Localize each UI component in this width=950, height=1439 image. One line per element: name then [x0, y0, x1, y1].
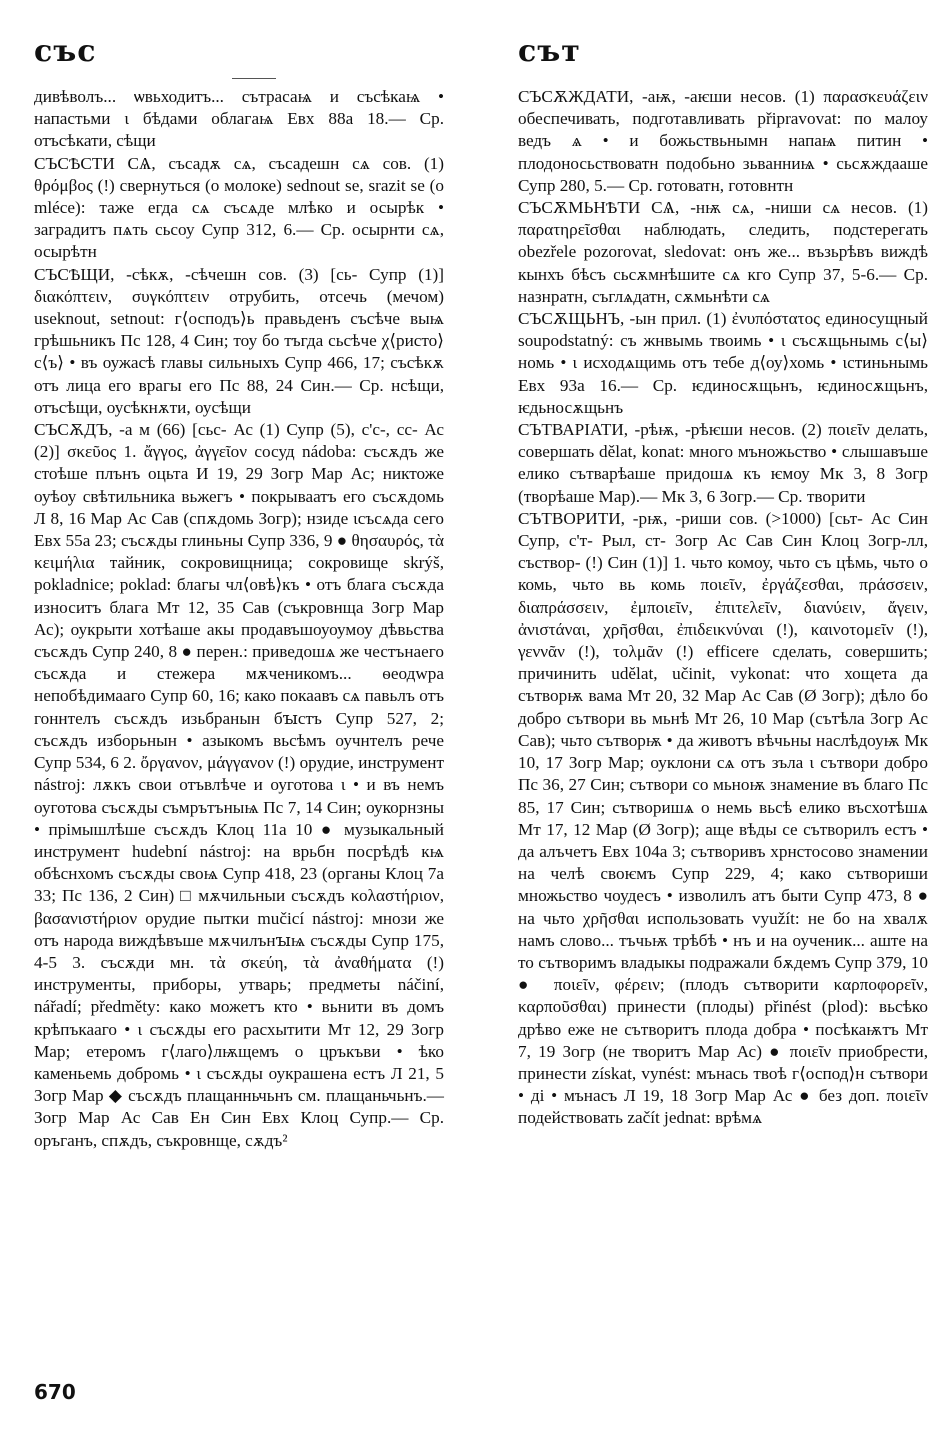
running-head-right: сът: [518, 34, 581, 69]
right-column: [518, 86, 928, 1130]
entry-sasazhdati: СЪСѪЖДАТИ, -аѭ, -аѥши несов. (1) παρασκευάζειν обеспечивать, подготавливать připravovat: по малоу ведъ ѧ • и божьствьнымн напаѩ питин • плодоносьствоватн подобьно зьванниѩ • сьсѫждааше Супр 280, 5.— Ср. готоватн, готовнтн: [518, 87, 928, 195]
page-number: 670: [34, 1380, 76, 1404]
entry-sasesti-sja: СЪСѢСТИ СѦ, съсадѫ сѧ, съсадешн сѧ сов. (1) θρόμβος (!) свернуться (о молоке) sednout se, srazit se (o mléce): таже егда сѧ съсѧде млѣко и осырѣк • заградитъ пѧть сьсоу Супр 312, 6.— Ср. осырнти сѧ, осырѣтн: [34, 153, 444, 262]
entry-satvoriti: СЪТВОРИТИ, -рѭ, -риши сов. (>1000) [сьт- Ас Син Супр, с'т- Рыл, ст- Зогр Ас Сав Син Клоц Зогр-лл, съствор- (!) Син (1)] 1. чьто комоу, чьто съ цѣмь, чьто о комь, чьто вь комь ποιεῖν, ἐργάζεσθαι, πράσσειν, διαπράσσειν, ἐμποιεῖν, ἐπιτελεῖν, διανύειν, ἄγειν, ἀνιστάναι, χρῆσθαι, ἐπιδεικνύναι (!), καινοτομεῖν (!), γεννᾶν (!), τολμᾶν (!) efficere сделать, совершить; причинить udělat, učinit, vykonat: что хощета да сътворѭ вама Мт 20, 32 Мар Ас Сав (Ø Зогр); дѣло бо добро сътвори вь мьнѣ Мт 26, 10 Мар (сътѣла Зогр Ас Сав); чьто сътворѭ • да животъ вѣчьны наслѣдоуѭ Мк 10, 17 Зогр Мар; оуклони сѧ отъ зъла ι сътвори добро Пс 36, 27 Син; сътвори со мьноѭ знамение въ благо Пс 85, 17 Син; сътворишѧ о немь вьсѣ елико въсхотѣшѧ Мт 17, 12 Мар (Ø Зогр); аще вѣды се сътворилъ естъ • да алъчетъ Евх 104а 3; сътворивъ хрнстосово знамении на челѣ своѥмъ Супр 229, 4; како сътвориши множьство чоудесъ • изволилъ атъ быти Супр 473, 8 ● на чьто χρῆσθαι использовать využít: не бо на хвалѫ намъ слово... тъчьѭ трѣбѣ • нъ и на оученик... аште на то сътворимъ владыкы подражали бѫдемъ Супр 379, 10 ● ποιεῖν, φέρειν; (плодъ сътворити καρποφορεῖν, καρποῦσθαι) принести (плоды) přinést (plod): вьсѣко дрѣво еже не сътворитъ плода добра • посѣкаѭтъ Мт 7, 19 Зогр (не творитъ Мар Ас) ● ποιεῖν приобрести, принести získat, vynést: мънась твоѣ г⟨оспод⟩н сътвори • ді • мънасъ Л 19, 18 Зогр Мар Ас ● без доп. ποιεῖν подействовать začít jednat: врѣмѧ: [518, 508, 928, 1128]
left-column: [34, 86, 444, 1152]
entry-sasastin: СЪСѪЩЬНЪ, -ын прил. (1) ἐνυπόστατος единосущный soupodstatný: съ жнвымь твоимь • ι съсѫщьнымь с⟨ы⟩номь • ι исходѧщимь отъ тебе д⟨оу⟩хомь • ιстиньнымь Евх 93а 16.— Ср. ѥдиносѫщьнъ, ѥдиносѫщьнъ, ѥдьносѫщьнъ: [518, 309, 928, 417]
running-head-left: със: [34, 34, 97, 69]
entry-sasamneti-sja: СЪСѪМЬНѢТИ СѦ, -нѭ сѧ, -ниши сѧ несов. (1) παρατηρεῖσθαι наблюдать, следить, подстерегать obezřele pozorovat, sledovat: онъ же... възьрѣвъ виждѣ кынхъ бѣсъ сьсѫмнѣшите сѧ кго Супр 37, 5-6.— Ср. назнратн, съглѧдатн, сѫмьнѣти сѧ: [518, 198, 928, 306]
entry-satvarjati: СЪТВАРІАТИ, -рѣѭ, -рѣѥши несов. (2) ποιεῖν делать, совершать dělat, konat: много мъножьство • слышавъше елико сътварѣаше придошѧ къ ѥмоу Мк 3, 8 Зогр (творѣаше Мар).— Мк 3, 6 Зогр.— Ср. творити: [518, 420, 928, 506]
entry-sasad: СЪСѪДЪ, -а м (66) [сьс- Ас (1) Супр (5), с'с-, сс- Ас (2)] σκεῦος 1. ἄγγος, ἀγγεῖον сосуд nádoba: съсѫдъ же стоѣше плънъ оцьта И 19, 29 Зогр Мар Ас; никтоже оуѣоу свѣтильника вьжегъ • покрываатъ его съсѫдомь Л 8, 16 Мар Ас Сав (спѫдомь Зогр); нзиде ιсъсѧда сего Евх 55а 23; съсѫды глиньны Супр 336, 9 ● θησαυρός, τὰ κειμήλια тайник, сокровищница; сокровище skrýš, pokladnice; poklad: благы чл⟨овѣ⟩къ • отъ блага съсѫда износитъ блага Мт 12, 35 Сав (съкровнща Зогр Мар Ас); оукрыти хотѣаше акы продавъшоуоумоу дѣвьства съсѫдъ Супр 240, 8 ● перен.: приведошѧ же честънаего съсѫда и стежера мѫченикомъ... ѳеодwра непобѣдимааго Супр 60, 16; како покаавъ сѧ павьлъ отъ гоннтелъ съсѫдъ изьбранын бꙑстъ Супр 527, 2; съсѫдъ изборьнын • азыкомъ вьсѣмъ оучнтелъ рече Супр 534, 6 2. ὄργανον, μάγγανον (!) орудие, инструмент nástroj: лѫкъ свои отъвлѣче и оуготова ι • и въ немъ оуготова съсѫды съмрътъныѩ Пс 7, 14 Син; оукорнзны • прімышлѣше съсѫдъ Клоц 11а 10 ● музыкальный инструмент hudební nástroj: на врьбн посрѣдѣ кѩ обѣснхомъ съсѫды своѩ Супр 418, 23 (органы Клоц 7а 33; Пс 136, 2 Син) □ мѫчильныи съсѫдъ κολαστήριον, βασανιστήριον орудие пытки mučicí nástroj: мнози же отъ народа виждѣвъше мѫчилънꙑѩ съсѫды Супр 175, 4-5 3. съсѫди мн. τὰ σκεύη, τὰ ἀναθήματα (!) инструменты, приборы, утварь; предметы náčiní, nářadí; předměty: како можетъ кто • вьнити въ домъ крѣпъкааго • ι съсѫды его расхытити Мт 12, 29 Зогр Мар; етеромъ г⟨лаго⟩лѭщемъ о цръкъви • ѣко каменьемь добромь • ι съсѫды оукрашена естъ Л 21, 5 Зогр Мар ◆ съсѫдъ плащанньчьнъ см. плащаньчьнъ.— Зогр Мар Ас Сав Ен Син Евх Клоц Супр.— Ср. оръганъ, спѫдъ, съкровнще, сѫдъ²: [34, 420, 444, 1150]
entry-sasesti: СЪСѢЩИ, -сѣкѫ, -сѣчешн сов. (3) [сь- Супр (1)] διακόπτειν, συγκόπτειν отрубить, отсечь (мечом) useknout, setnout: г⟨осподъ⟩ь правьденъ съсѣче выѩ грѣшьникъ Пс 128, 4 Син; тоу бо тъгда сьсѣче χ⟨ристо⟩с⟨ъ⟩ • въ оужасѣ главы сильныхъ Супр 466, 17; съсѣкѫ отъ лица его врагы его Пс 88, 24 Син.— Ср. нсѣщи, отъсѣщи, оусѣкнѫти, оусѣщи: [34, 264, 444, 417]
entry-continuation: дивѣволъ... ѡвьходитъ... сътрасаѩ и съсѣкаѩ • напастьми ι бѣдами облагаѩ Евх 88а 18.— Ср. отъсѣкати, сѣщи: [34, 87, 444, 151]
separator-mark: [232, 78, 276, 79]
